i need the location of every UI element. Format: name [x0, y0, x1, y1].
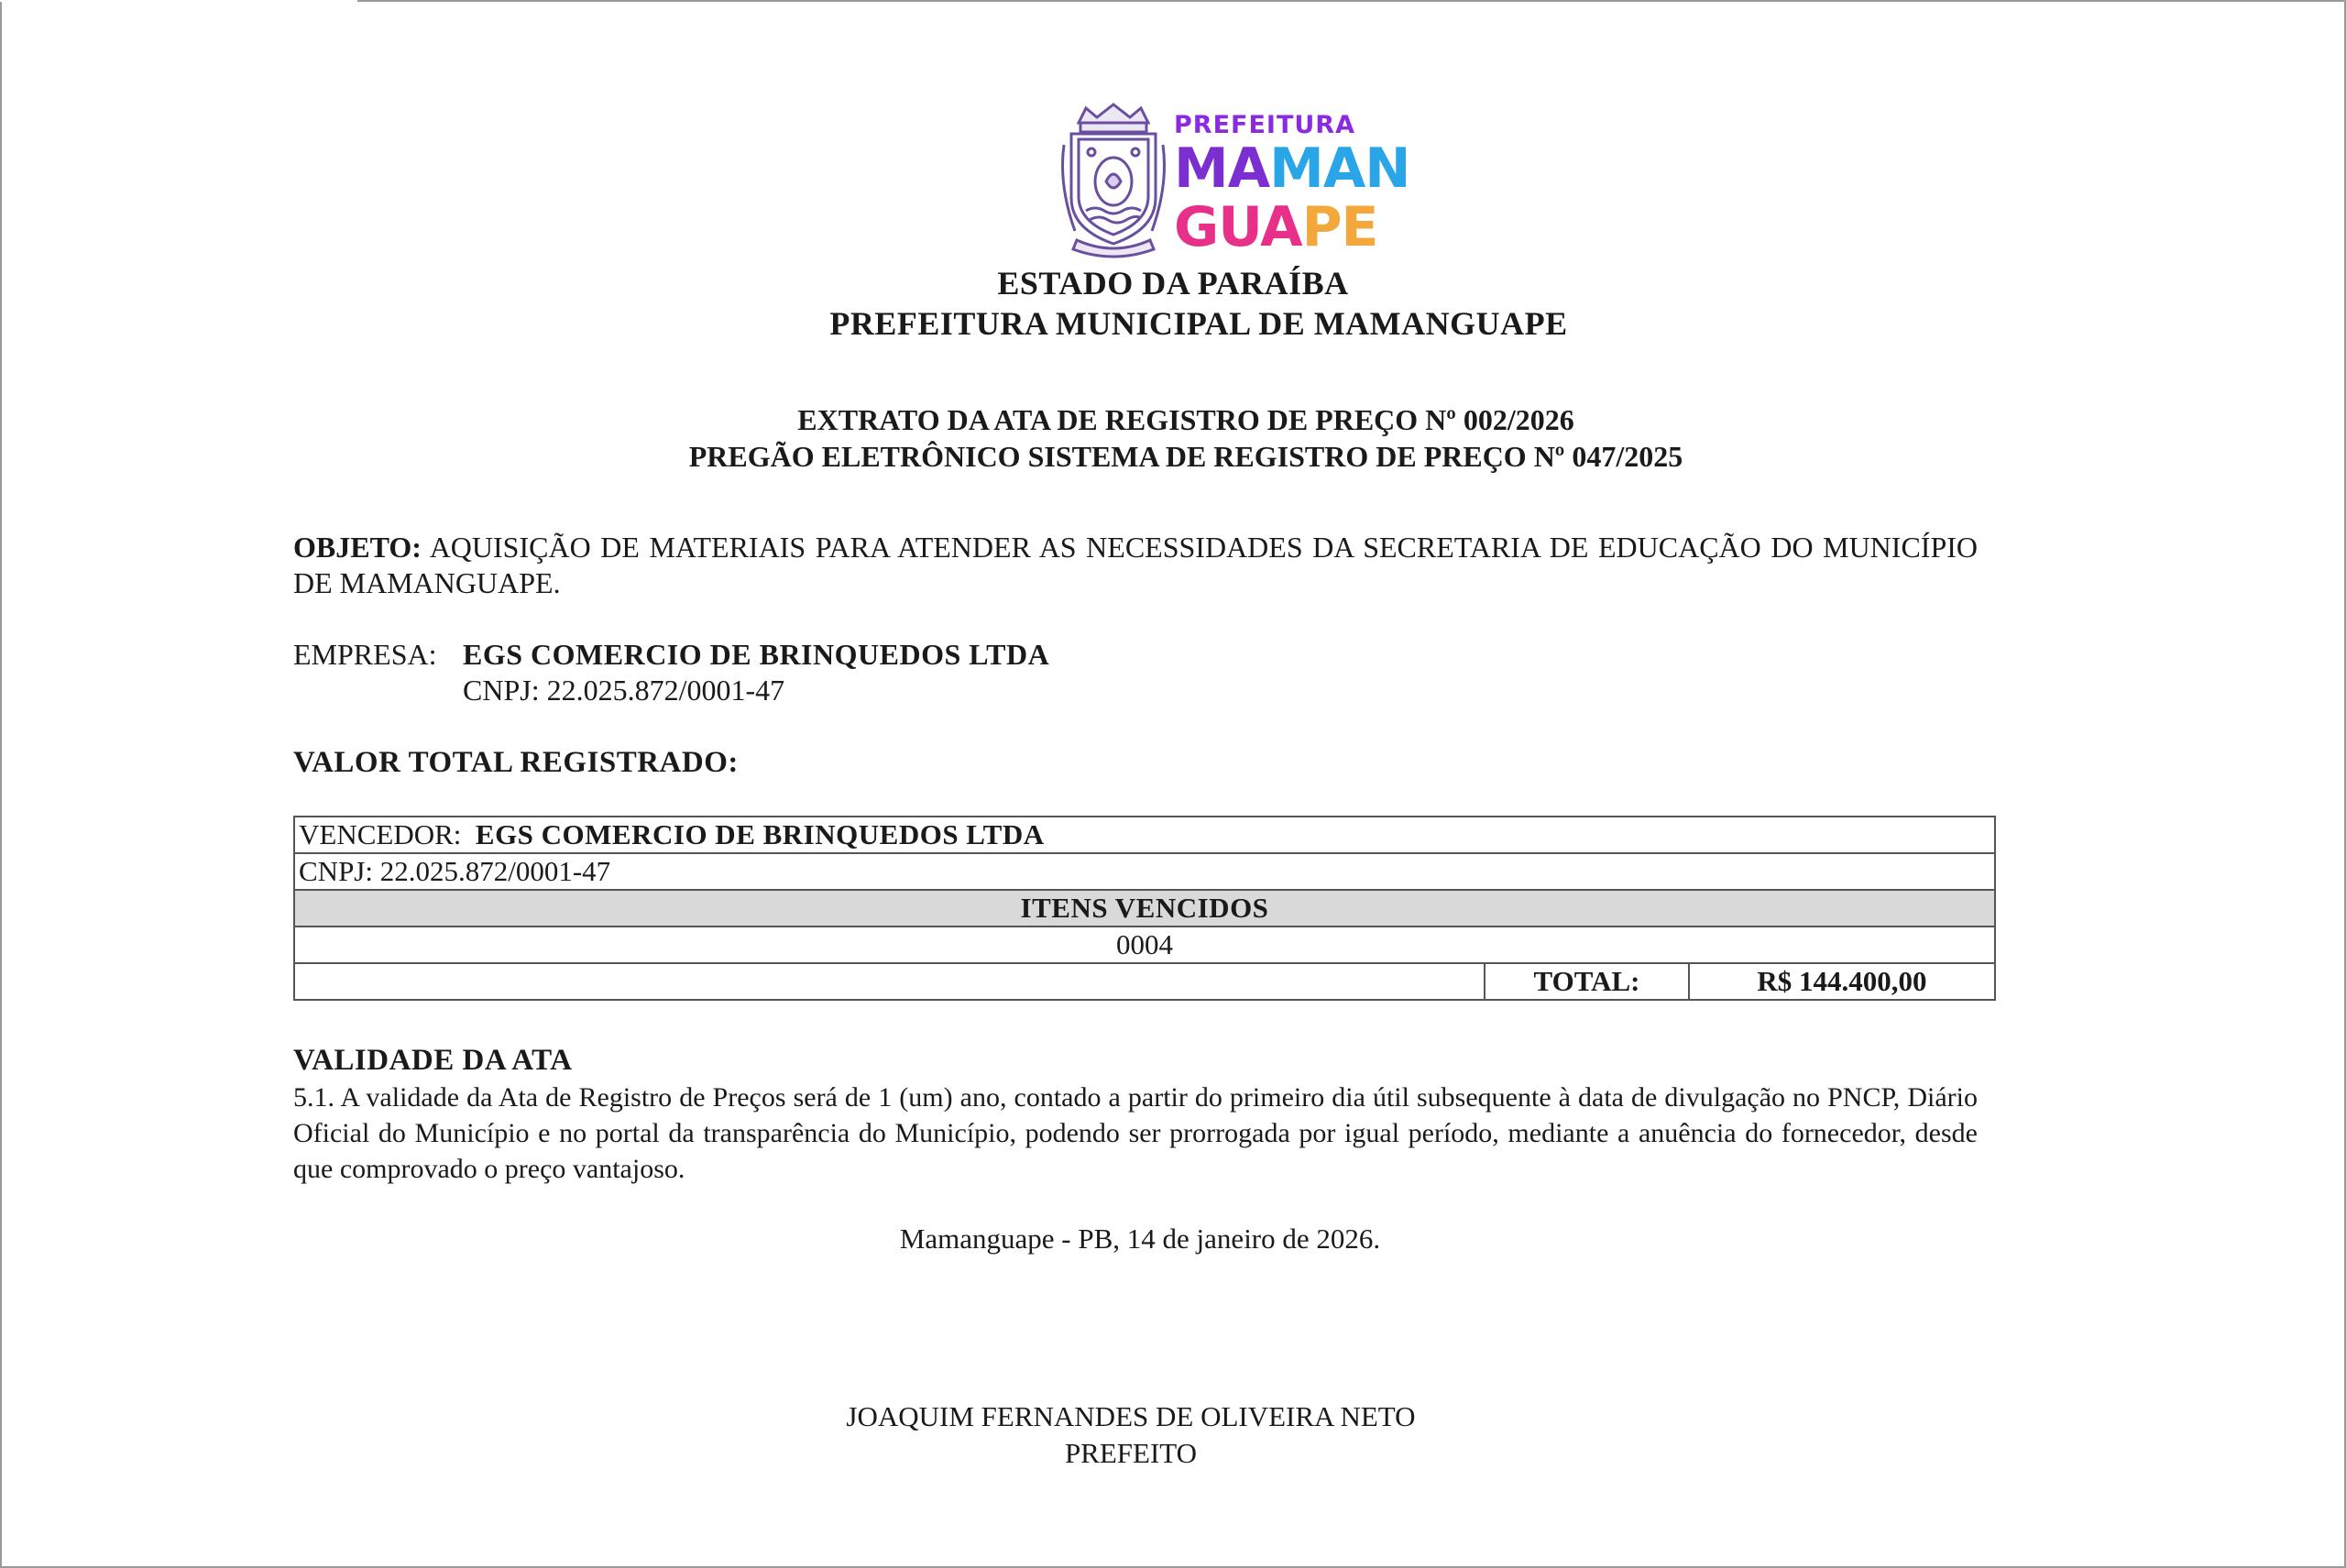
logo-line-2	[1174, 195, 1378, 259]
objeto-label: OBJETO:	[293, 531, 422, 564]
itens-vencidos-value: 0004	[294, 927, 1995, 963]
coat-of-arms-icon	[1058, 103, 1168, 258]
prefeitura-logo	[1058, 103, 1410, 259]
signature-name: JOAQUIM FERNANDES DE OLIVEIRA NETO	[846, 1400, 1416, 1432]
logo-pe-text: PE	[1301, 195, 1378, 259]
objeto-text: AQUISIÇÃO DE MATERIAIS PARA ATENDER AS NECESSIDADES DA SECRETARIA DE EDUCAÇÃO DO MUNICÍPIO DE MAMANGUAPE.	[293, 531, 1979, 599]
signature-role: PREFEITO	[1064, 1437, 1198, 1469]
prefeitura-heading: PREFEITURA MUNICIPAL DE MAMANGUAPE	[829, 305, 1568, 342]
extrato-title: EXTRATO DA ATA DE REGISTRO DE PREÇO Nº 002/2026	[797, 403, 1574, 436]
state-heading: ESTADO DA PARAÍBA	[997, 265, 1349, 302]
vencedor-table	[293, 816, 1996, 1001]
validade-title: VALIDADE DA ATA	[293, 1044, 573, 1077]
empresa-cnpj: CNPJ: 22.025.872/0001-47	[463, 674, 785, 707]
date-line: Mamanguape - PB, 14 de janeiro de 2026.	[899, 1223, 1381, 1255]
top-edge-strip	[0, 0, 357, 2]
empresa-section	[293, 637, 1978, 708]
logo-wordmark	[1174, 111, 1410, 259]
valor-total-label: VALOR TOTAL REGISTRADO:	[293, 746, 739, 779]
validade-text: 5.1. A validade da Ata de Registro de Preços será de 1 (um) ano, contado a partir do primeiro dia útil subsequente à data de divulgação no PNCP, Diário Oficial do Município e no portal da transparência do Município, podendo ser prorrogada por igual período, mediante a anuência do fornecedor, desde que comprovado o preço vantajoso.	[293, 1082, 1978, 1184]
logo-gua-text: GUA	[1174, 195, 1302, 259]
logo-line-1	[1174, 137, 1410, 201]
table-row	[294, 963, 1995, 1000]
empresa-line	[293, 637, 1978, 673]
empresa-label: EMPRESA:	[293, 638, 437, 671]
table-row	[294, 927, 1995, 963]
itens-vencidos-header: ITENS VENCIDOS	[294, 890, 1995, 927]
logo-prefeitura-text: PREFEITURA	[1174, 111, 1355, 139]
vencedor-label: VENCEDOR:	[299, 818, 462, 850]
table-row	[294, 853, 1995, 890]
empty-cell	[294, 963, 1485, 1000]
vencedor-name: EGS COMERCIO DE BRINQUEDOS LTDA	[475, 818, 1045, 850]
logo-man-text: MAN	[1269, 137, 1410, 201]
vencedor-cell	[294, 817, 1995, 853]
objeto-paragraph	[293, 530, 1978, 601]
total-value: R$ 144.400,00	[1689, 963, 1995, 1000]
logo-ma-text: MA	[1174, 137, 1270, 201]
empresa-name: EGS COMERCIO DE BRINQUEDOS LTDA	[463, 638, 1050, 671]
pregao-title: PREGÃO ELETRÔNICO SISTEMA DE REGISTRO DE PREÇO Nº 047/2025	[688, 440, 1683, 473]
table-row	[294, 890, 1995, 927]
vencedor-cnpj: CNPJ: 22.025.872/0001-47	[294, 853, 1995, 890]
table-row	[294, 817, 1995, 853]
total-label: TOTAL:	[1485, 963, 1689, 1000]
